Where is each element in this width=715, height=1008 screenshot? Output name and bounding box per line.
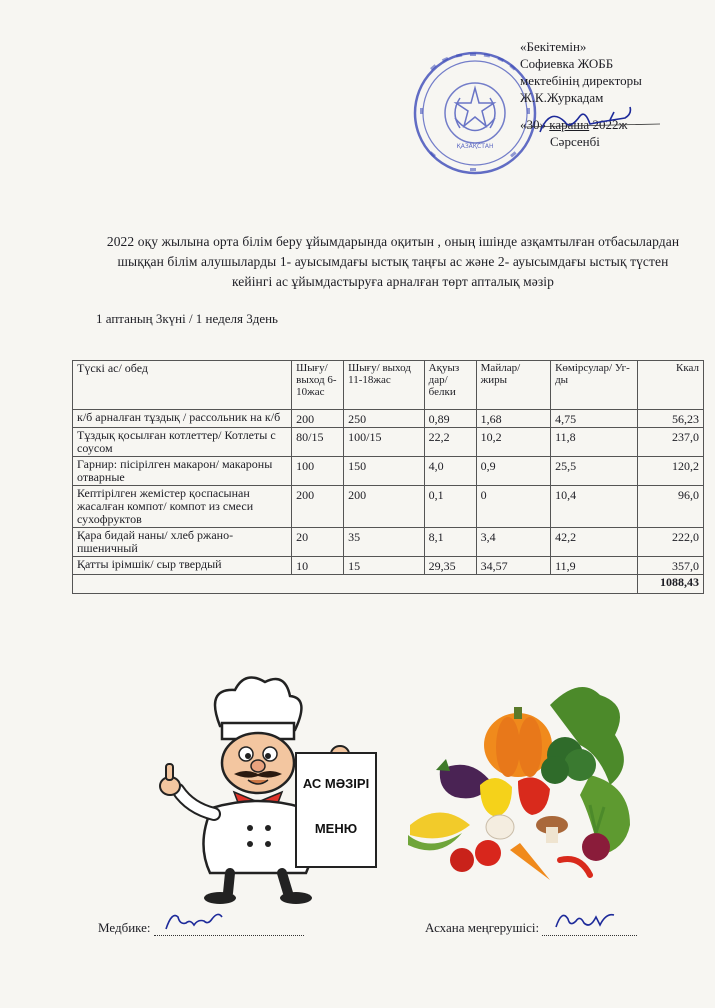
carbs-value: 10,4 [551, 486, 638, 528]
kitchen-head-signature [550, 905, 620, 935]
kcal-value: 56,23 [637, 410, 703, 428]
portion-small: 100 [292, 457, 344, 486]
portion-large: 15 [344, 557, 425, 575]
dish-name: Қатты ірімшік/ сыр твердый [73, 557, 292, 575]
portion-small: 200 [292, 486, 344, 528]
portion-large: 100/15 [344, 428, 425, 457]
table-row [73, 410, 704, 428]
fats-value: 1,68 [476, 410, 550, 428]
sign-board-line-2: МЕНЮ [314, 821, 358, 836]
week-day-label: 1 аптаның 3күні / 1 неделя 3день [96, 311, 278, 326]
approval-line-4: Ж.К.Журкадам [520, 90, 604, 105]
approval-weekday: Сәрсенбі [550, 134, 600, 149]
total-spacer [73, 575, 638, 594]
header-portion-6-10: Шығу/ выход 6-10жас [292, 361, 344, 410]
medic-signature-line [154, 921, 304, 936]
proteins-value: 22,2 [424, 428, 476, 457]
kitchen-head-signature-line [542, 921, 637, 936]
carbs-value: 11,8 [551, 428, 638, 457]
svg-text:ҚАЗАҚСТАН: ҚАЗАҚСТАН [456, 143, 494, 150]
kitchen-head-label: Асхана меңгерушісі: [425, 920, 540, 935]
approval-date-month: караша [549, 117, 590, 132]
proteins-value: 4,0 [424, 457, 476, 486]
header-kcal: Ккал [637, 361, 703, 410]
portion-small: 80/15 [292, 428, 344, 457]
dish-name: Кептірілген жемістер қоспасынан жасалған компот/ компот из смеси сухофруктов [73, 486, 292, 528]
medic-signature-field [98, 920, 304, 936]
portion-large: 200 [344, 486, 425, 528]
proteins-value: 29,35 [424, 557, 476, 575]
portion-small: 20 [292, 528, 344, 557]
header-proteins: Ақуыз дар/ белки [424, 361, 476, 410]
portion-small: 10 [292, 557, 344, 575]
table-total-row [73, 575, 704, 594]
header-portion-11-18: Шығу/ выход 11-18жас [344, 361, 425, 410]
dish-name: Тұздық қосылған котлеттер/ Котлеты с соусом [73, 428, 292, 457]
fats-value: 0 [476, 486, 550, 528]
proteins-value: 0,1 [424, 486, 476, 528]
carbs-value: 42,2 [551, 528, 638, 557]
fats-value: 3,4 [476, 528, 550, 557]
portion-large: 250 [344, 410, 425, 428]
kcal-value: 96,0 [637, 486, 703, 528]
director-signature [520, 102, 670, 147]
approval-line-3: мектебінің директоры [520, 73, 642, 88]
carbs-value: 4,75 [551, 410, 638, 428]
header-fats: Майлар/ жиры [476, 361, 550, 410]
menu-sign-board [295, 752, 377, 868]
table-row [73, 486, 704, 528]
approval-line-1: «Бекітемін» [520, 39, 587, 54]
portion-small: 200 [292, 410, 344, 428]
kcal-value: 222,0 [637, 528, 703, 557]
proteins-value: 8,1 [424, 528, 476, 557]
kcal-value: 120,2 [637, 457, 703, 486]
header-carbs: Көмірсулар/ Уг-ды [551, 361, 638, 410]
kcal-value: 357,0 [637, 557, 703, 575]
portion-large: 150 [344, 457, 425, 486]
table-row [73, 428, 704, 457]
total-kcal: 1088,43 [637, 575, 703, 594]
dish-name: к/б арналған тұздық / рассольник на к/б [73, 410, 292, 428]
portion-large: 35 [344, 528, 425, 557]
header-dish: Түскі ас/ обед [73, 361, 292, 410]
approval-date-day: «30» [520, 117, 546, 132]
medic-signature [162, 905, 232, 935]
menu-description: 2022 оқу жылына орта білім беру ұйымдарында оқитын , оның ішінде азқамтылған отбасылардан шыққан білім алушыларды 1- ауысымдағы ыстық таңғы ас және 2- ауысымдағы ыстық түстен кейінгі ас ұйымдастыруға арналған төрт апталық мәзір [106, 234, 680, 289]
medic-label: Медбике: [98, 920, 151, 935]
kcal-value: 237,0 [637, 428, 703, 457]
fats-value: 10,2 [476, 428, 550, 457]
proteins-value: 0,89 [424, 410, 476, 428]
approval-line-2: Софиевка ЖОББ [520, 56, 614, 71]
vegetables-illustration [400, 675, 640, 895]
carbs-value: 11,9 [551, 557, 638, 575]
fats-value: 0,9 [476, 457, 550, 486]
table-row [73, 528, 704, 557]
dish-name: Қара бидай наны/ хлеб ржано- пшеничный [73, 528, 292, 557]
sign-board-line-1: АС МӘЗІРІ [302, 776, 370, 791]
dish-name: Гарнир: пісірілген макарон/ макароны отварные [73, 457, 292, 486]
menu-table [72, 360, 704, 594]
table-row [73, 557, 704, 575]
approval-date-year: 2022ж [589, 117, 628, 132]
fats-value: 34,57 [476, 557, 550, 575]
table-row [73, 457, 704, 486]
kitchen-head-signature-field [425, 920, 637, 936]
carbs-value: 25,5 [551, 457, 638, 486]
table-header-row [73, 361, 704, 410]
